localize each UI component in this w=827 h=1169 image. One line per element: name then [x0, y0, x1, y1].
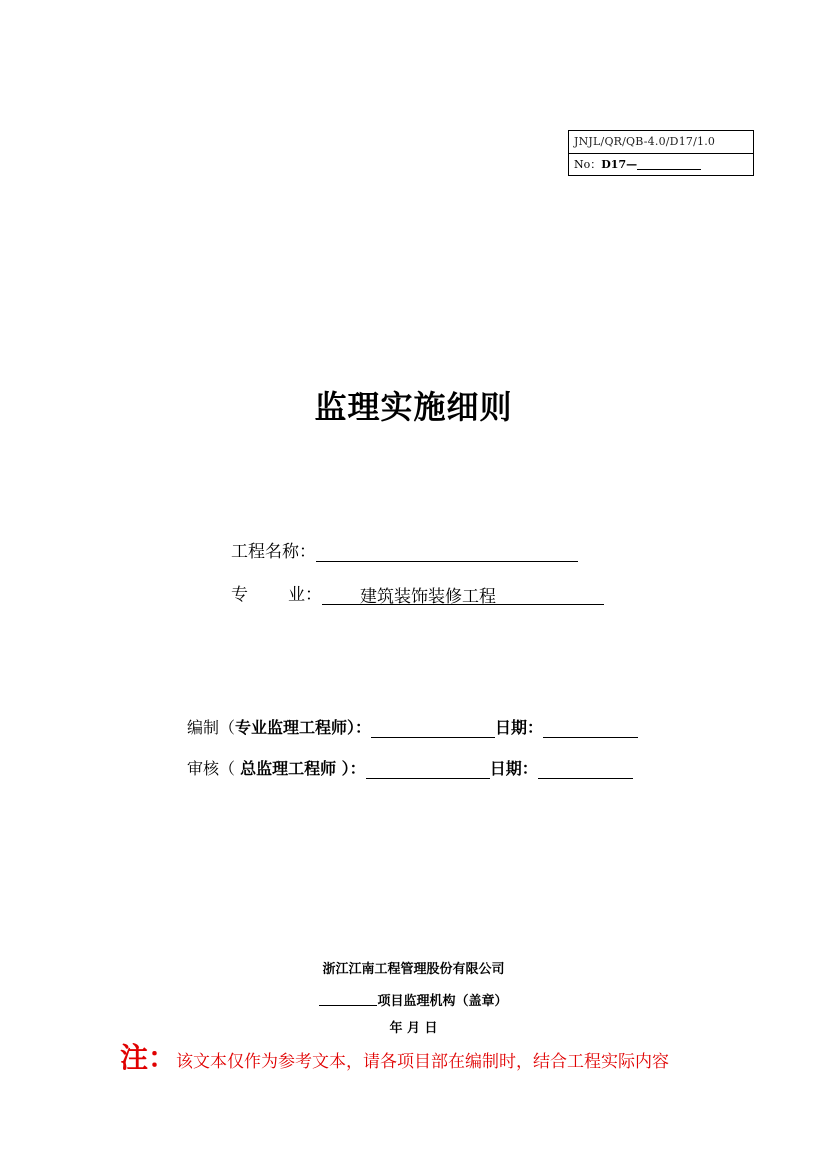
- document-code-box: [568, 130, 754, 176]
- document-number-label: No：: [574, 158, 602, 171]
- project-name-label: 工程名称：: [231, 542, 316, 562]
- note: [120, 1036, 669, 1076]
- project-org: 项目监理机构（盖章）: [377, 994, 508, 1009]
- review-date-label: 日期：: [489, 759, 538, 778]
- footer-date: 年 月 日: [389, 1021, 438, 1036]
- compile-suffix: ）：: [347, 718, 372, 737]
- page-title: 监理实施细则: [314, 388, 513, 426]
- document-code: JNJL/QR/QB-4.0/D17/1.0: [569, 131, 753, 154]
- compile-signature-row: [187, 715, 638, 738]
- project-org-line: [0, 990, 827, 1009]
- specialty-value: 建筑装饰装修工程: [360, 587, 496, 607]
- note-label: 注：: [120, 1041, 177, 1074]
- review-signature-blank: [366, 758, 490, 779]
- review-signature-row: [187, 756, 633, 779]
- compile-signature-blank: [371, 717, 495, 738]
- specialty-label-2: 业：: [288, 585, 322, 605]
- compile-date-label: 日期：: [495, 718, 544, 737]
- project-name-blank: [316, 541, 578, 562]
- document-number-blank: [637, 157, 701, 170]
- compile-role: 专业监理工程师: [235, 718, 348, 737]
- document-number: [569, 154, 753, 176]
- review-date-blank: [538, 758, 633, 779]
- project-org-blank: [319, 993, 377, 1006]
- specialty-value-line: [322, 584, 604, 605]
- review-suffix: ）：: [336, 759, 366, 778]
- note-text: 该文本仅作为参考文本，请各项目部在编制时，结合工程实际内容: [176, 1052, 670, 1072]
- compile-prefix: 编制（: [187, 718, 236, 737]
- project-name-field: [231, 537, 578, 562]
- document-number-value: D17—: [601, 158, 638, 171]
- specialty-field: [231, 580, 604, 605]
- review-prefix: 审核（: [187, 759, 241, 778]
- review-role: 总监理工程师: [240, 759, 337, 778]
- specialty-label-1: 专: [231, 585, 248, 605]
- company-name: 浙江江南工程管理股份有限公司: [322, 962, 505, 977]
- compile-date-blank: [543, 717, 638, 738]
